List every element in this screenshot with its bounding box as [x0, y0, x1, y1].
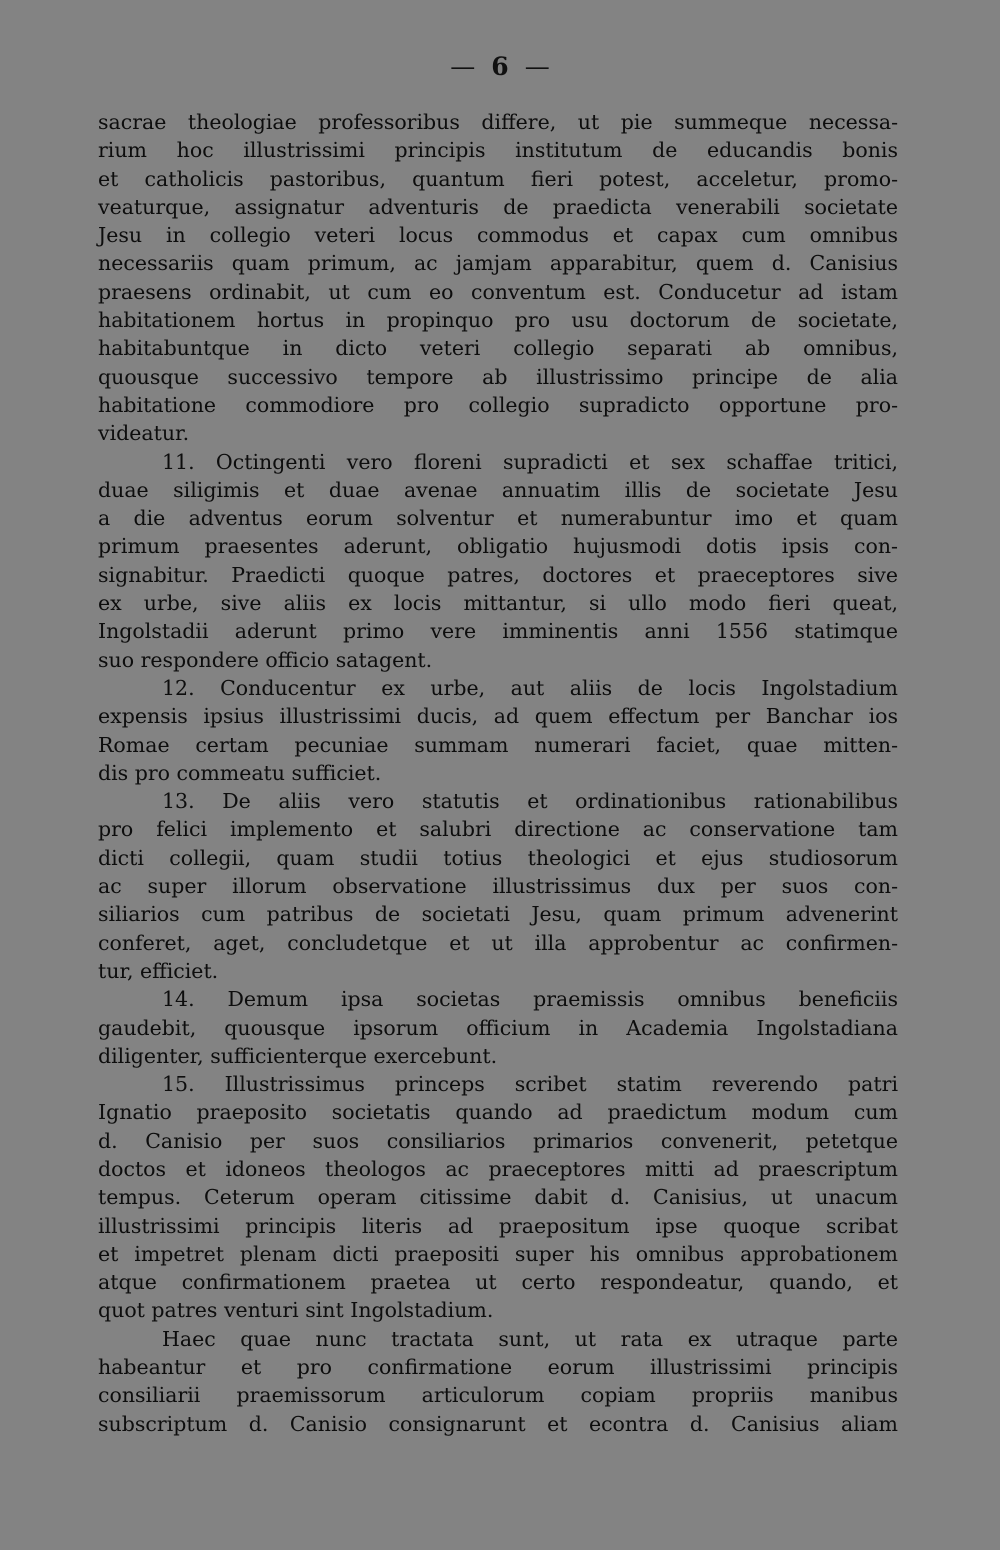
text-line: gaudebit, quousque ipsorum officium in Academia Ingolstadiana — [98, 1015, 898, 1040]
text-line: 15. Illustrissimus princeps scribet statim reverendo patri — [162, 1072, 898, 1097]
text-line: tur, efficiet. — [98, 958, 219, 983]
text-line: tempus. Ceterum operam citissime dabit d. Canisius, ut unacum — [98, 1185, 898, 1210]
text-line: 13. De aliis vero statutis et ordinationibus rationabilibus — [162, 789, 898, 814]
text-line: diligenter, sufficienterque exercebunt. — [98, 1043, 498, 1068]
text-line: pro felici implemento et salubri directione ac conservatione tam — [98, 817, 898, 842]
text-line: veaturque, assignatur adventuris de praedicta venerabili societate — [98, 194, 898, 219]
text-line: Romae certam pecuniae summam numerari faciet, quae mitten- — [98, 732, 898, 757]
text-line: 14. Demum ipsa societas praemissis omnibus beneficiis — [162, 987, 898, 1012]
text-line: atque confirmationem praetea ut certo respondeatur, quando, et — [98, 1270, 898, 1295]
text-line: sacrae theologiae professoribus differe, ut pie summeque necessa- — [98, 110, 898, 134]
header-dash-left: — — [450, 52, 476, 81]
text-line: siliarios cum patribus de societati Jesu, quam primum advenerint — [98, 902, 898, 927]
header-dash-right: — — [524, 52, 550, 81]
text-line: quot patres venturi sint Ingolstadium. — [98, 1298, 494, 1323]
text-line: primum praesentes aderunt, obligatio hujusmodi dotis ipsis con- — [98, 534, 898, 559]
text-line: habeantur et pro confirmatione eorum illustrissimi principis — [98, 1355, 898, 1380]
text-line: Haec quae nunc tractata sunt, ut rata ex utraque parte — [162, 1326, 898, 1351]
text-line: suo respondere officio satagent. — [98, 647, 433, 672]
text-line: habitatione commodiore pro collegio supradicto opportune pro- — [98, 392, 898, 417]
text-line: subscriptum d. Canisio consignarunt et econtra d. Canisius aliam — [98, 1411, 898, 1436]
text-line: 11. Octingenti vero floreni supradicti et sex schaffae tritici, — [162, 449, 898, 474]
text-line: a die adventus eorum solventur et numerabuntur imo et quam — [98, 506, 898, 531]
text-line: ex urbe, sive aliis ex locis mittantur, si ullo modo fieri queat, — [98, 591, 898, 616]
text-line: videatur. — [98, 421, 190, 446]
text-line: duae siligimis et duae avenae annuatim illis de societate Jesu — [98, 477, 898, 502]
text-line: habitabuntque in dicto veteri collegio separati ab omnibus, — [98, 336, 898, 361]
body-text — [98, 108, 898, 1438]
text-line: praesens ordinabit, ut cum eo conventum est. Conducetur ad istam — [98, 279, 898, 304]
text-line: Jesu in collegio veteri locus commodus et capax cum omnibus — [98, 223, 898, 248]
text-line: quousque successivo tempore ab illustrissimo principe de alia — [98, 364, 898, 389]
text-line: rium hoc illustrissimi principis institutum de educandis bonis — [98, 138, 898, 163]
text-line: Ignatio praeposito societatis quando ad praedictum modum cum — [98, 1100, 898, 1125]
text-line: et catholicis pastoribus, quantum fieri potest, acceletur, promo- — [98, 166, 898, 191]
page-number: 6 — [491, 52, 509, 81]
page-header — [0, 52, 1000, 81]
text-line: conferet, aget, concludetque et ut illa approbentur ac confirmen- — [98, 930, 898, 955]
text-line: ac super illorum observatione illustrissimus dux per suos con- — [98, 874, 898, 899]
text-line: d. Canisio per suos consiliarios primarios convenerit, petetque — [98, 1128, 898, 1153]
text-line: dicti collegii, quam studii totius theologici et ejus studiosorum — [98, 845, 898, 870]
text-line: necessariis quam primum, ac jamjam apparabitur, quem d. Canisius — [98, 251, 898, 276]
text-line: dis pro commeatu sufficiet. — [98, 760, 382, 785]
text-line: expensis ipsius illustrissimi ducis, ad quem effectum per Banchar ios — [98, 704, 898, 729]
text-line: 12. Conducentur ex urbe, aut aliis de locis Ingolstadium — [162, 675, 898, 700]
text-line: doctos et idoneos theologos ac praeceptores mitti ad praescriptum — [98, 1156, 898, 1181]
text-line: et impetret plenam dicti praepositi super his omnibus approbationem — [98, 1241, 898, 1266]
text-line: habitationem hortus in propinquo pro usu doctorum de societate, — [98, 308, 898, 333]
text-line: signabitur. Praedicti quoque patres, doctores et praeceptores sive — [98, 562, 898, 587]
text-line: illustrissimi principis literis ad praepositum ipse quoque scribat — [98, 1213, 898, 1238]
text-line: Ingolstadii aderunt primo vere imminentis anni 1556 statimque — [98, 619, 898, 644]
text-line: consiliarii praemissorum articulorum copiam propriis manibus — [98, 1383, 898, 1408]
